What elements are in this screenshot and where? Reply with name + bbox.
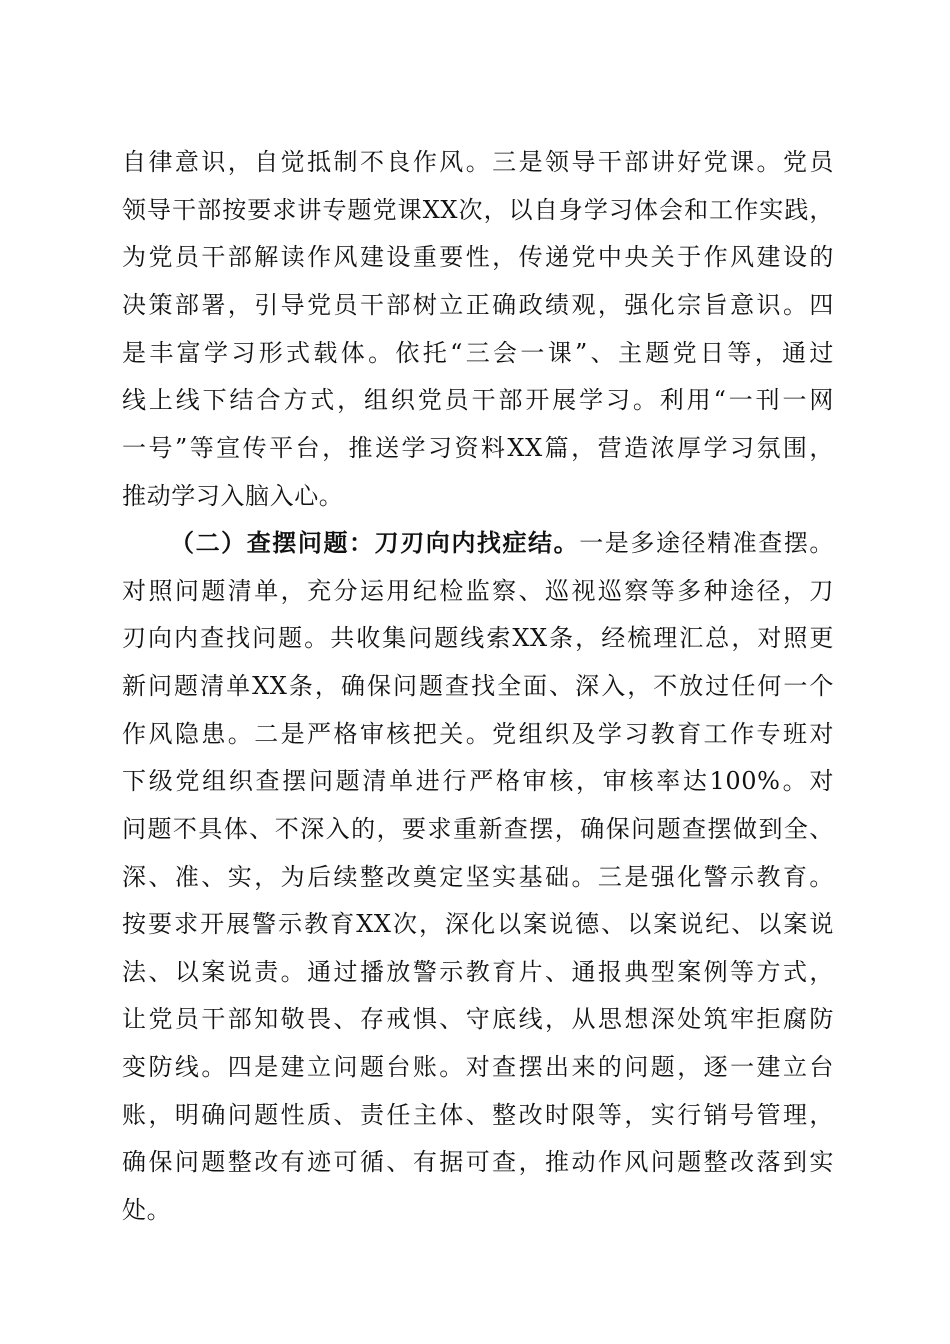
text-line: 法、以案说责。通过播放警示教育片、通报典型案例等方式， (122, 958, 834, 986)
text-line: 确保问题整改有迹可循、有据可查，推动作风问题整改落到实 (122, 1148, 834, 1176)
text-line: 新问题清单XX条，确保问题查找全面、深入，不放过任何一个 (122, 672, 834, 700)
text-line: 推动学习入脑入心。 (122, 482, 344, 510)
section-heading-line (170, 523, 834, 563)
text-line: 线上线下结合方式，组织党员干部开展学习。利用“一刊一网 (122, 386, 834, 414)
text-line: 为党员干部解读作风建设重要性，传递党中央关于作风建设的 (122, 243, 834, 271)
text-line: 一号”等宣传平台，推送学习资料XX篇，营造浓厚学习氛围， (122, 434, 834, 462)
text-line: 下级党组织查摆问题清单进行严格审核，审核率达100%。对 (122, 767, 834, 795)
text-line: 自律意识，自觉抵制不良作风。三是领导干部讲好党课。党员 (122, 148, 834, 176)
text-line: 作风隐患。二是严格审核把关。党组织及学习教育工作专班对 (122, 720, 834, 748)
text-line: 是丰富学习形式载体。依托“三会一课”、主题党日等，通过 (122, 339, 834, 367)
text-line: 对照问题清单，充分运用纪检监察、巡视巡察等多种途径，刀 (122, 577, 834, 605)
text-line: 让党员干部知敬畏、存戒惧、守底线，从思想深处筑牢拒腐防 (122, 1005, 834, 1033)
text-line: 变防线。四是建立问题台账。对查摆出来的问题，逐一建立台 (122, 1053, 834, 1081)
text-line: 账，明确问题性质、责任主体、整改时限等，实行销号管理， (122, 1101, 834, 1129)
text-line: 处。 (122, 1196, 172, 1224)
text-line: 刃向内查找问题。共收集问题线索XX条，经梳理汇总，对照更 (122, 624, 834, 652)
section-heading: （二）查摆问题：刀刃向内找症结。 (170, 529, 580, 557)
text-line: 深、准、实，为后续整改奠定坚实基础。三是强化警示教育。 (122, 863, 834, 891)
section-heading-rest: 一是多途径精准查摆。 (579, 529, 834, 557)
text-line: 问题不具体、不深入的，要求重新查摆，确保问题查摆做到全、 (122, 815, 834, 843)
text-line: 按要求开展警示教育XX次，深化以案说德、以案说纪、以案说 (122, 910, 834, 938)
text-line: 领导干部按要求讲专题党课XX次，以自身学习体会和工作实践， (122, 196, 834, 224)
text-line: 决策部署，引导党员干部树立正确政绩观，强化宗旨意识。四 (122, 291, 834, 319)
